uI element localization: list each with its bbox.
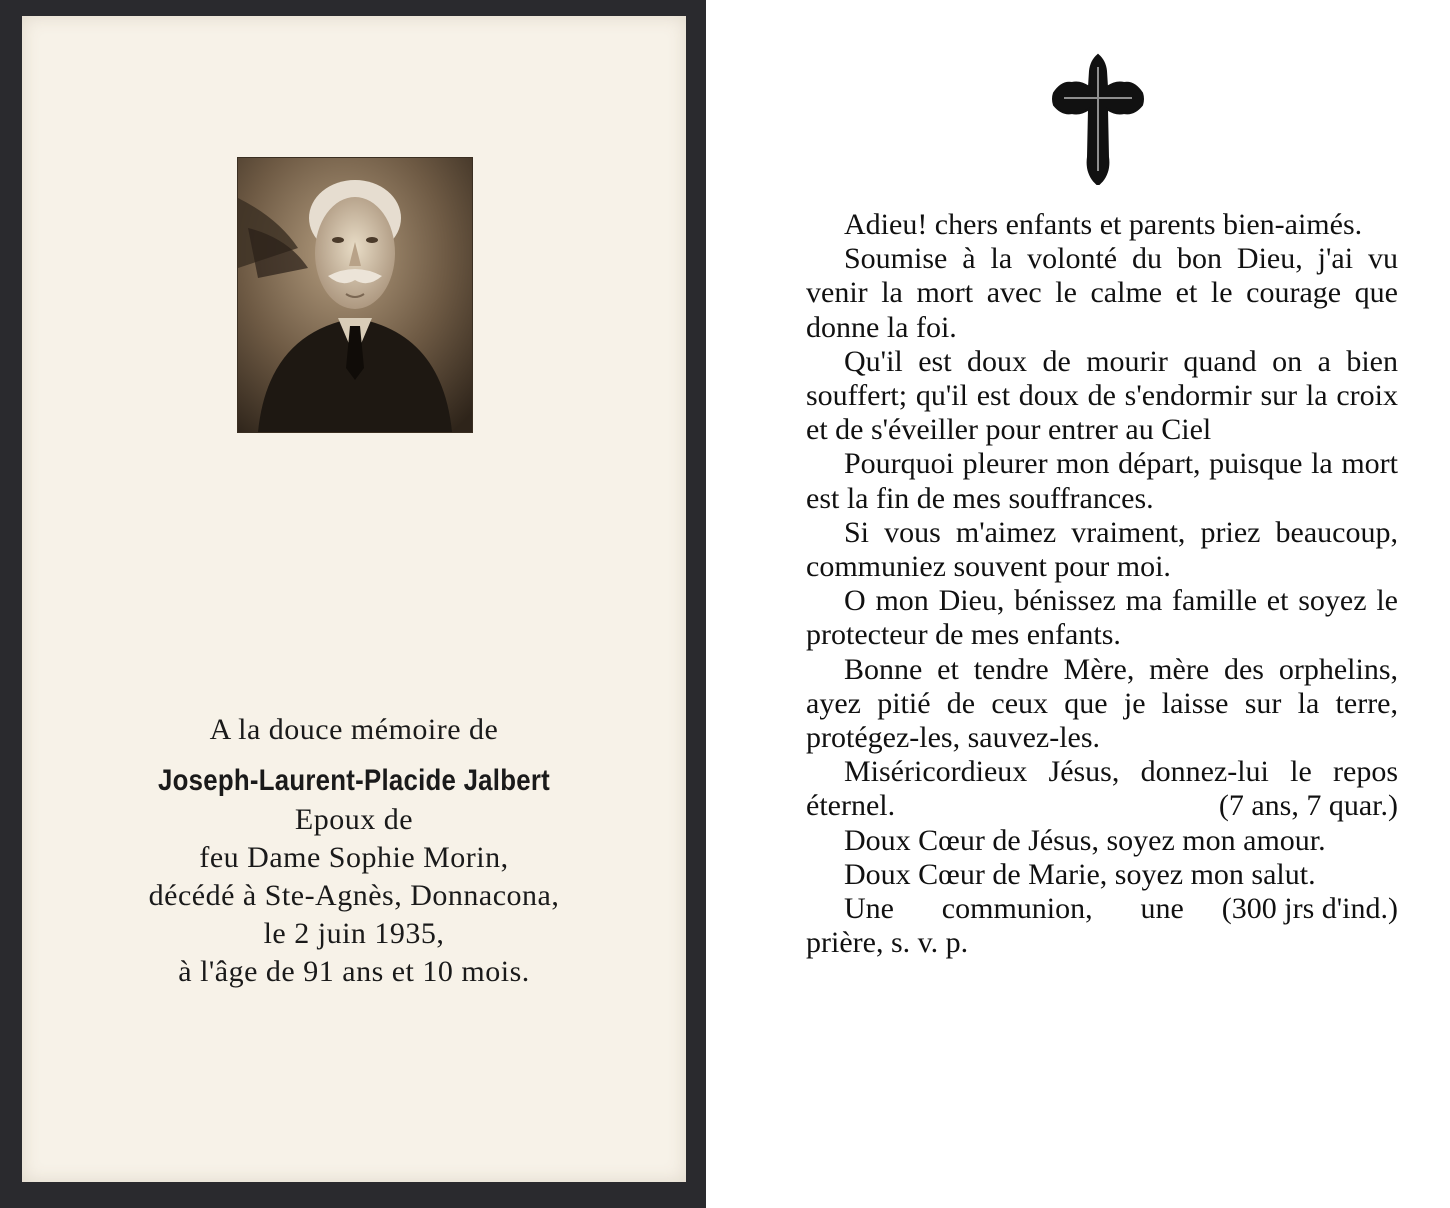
prayer-paragraph: Bonne et tendre Mère, mère des orphelins, ayez pitié de ceux que je laisse sur la terre, protégez-les, sauvez-les. xyxy=(806,652,1398,755)
prayer-paragraph: O mon Dieu, bénissez ma famille et soyez le protecteur de mes enfants. xyxy=(806,584,1398,652)
memorial-intro: A la douce mémoire de xyxy=(209,713,499,746)
prayer-paragraph: Qu'il est doux de mourir quand on a bien souffert; qu'il est doux de s'endormir sur la croix et de s'éveiller pour entrer au Ciel xyxy=(806,344,1398,447)
latin-cross-icon xyxy=(1050,53,1146,185)
deceased-name: Joseph-Laurent-Placide Jalbert xyxy=(158,764,550,797)
prayer-text-span: Miséricordieux Jésus, donnez-lui le repos éternel. xyxy=(806,755,1398,823)
death-date: le 2 juin 1935, xyxy=(263,917,445,950)
memorial-card-front xyxy=(22,16,686,1182)
prayer-paragraph: Soumise à la volonté du bon Dieu, j'ai vu venir la mort avec le calme et le courage que donne la foi. xyxy=(806,242,1398,344)
prayer-paragraph: Une communion, une prière, s. v. p. xyxy=(806,892,1184,960)
portrait-photo xyxy=(237,157,473,433)
prayer-text-span: Doux Cœur de Marie, soyez mon salut. xyxy=(844,857,1316,891)
card-mount xyxy=(0,0,706,1208)
prayer-text xyxy=(806,208,1398,960)
indulgence-note: (300 jrs d'ind.) xyxy=(1221,892,1398,926)
memorial-text xyxy=(22,711,686,991)
indulgence-note: (7 ans, 7 quar.) xyxy=(1218,789,1398,823)
spouse-line-2: feu Dame Sophie Morin, xyxy=(199,841,509,874)
spouse-line-1: Epoux de xyxy=(294,803,414,836)
prayer-paragraph: Doux Cœur de Jésus, soyez mon amour. xyxy=(844,823,1326,857)
prayer-paragraph-with-indulgence xyxy=(806,755,1398,823)
prayer-paragraph: Pourquoi pleurer mon départ, puisque la mort est la fin de mes souffrances. xyxy=(806,447,1398,515)
prayer-paragraph: Adieu! chers enfants et parents bien-aimés. xyxy=(844,208,1363,241)
prayer-paragraph: Si vous m'aimez vraiment, priez beaucoup, communiez souvent pour moi. xyxy=(806,515,1398,584)
age-at-death: à l'âge de 91 ans et 10 mois. xyxy=(178,955,530,988)
death-place: décédé à Ste-Agnès, Donnacona, xyxy=(148,879,560,912)
